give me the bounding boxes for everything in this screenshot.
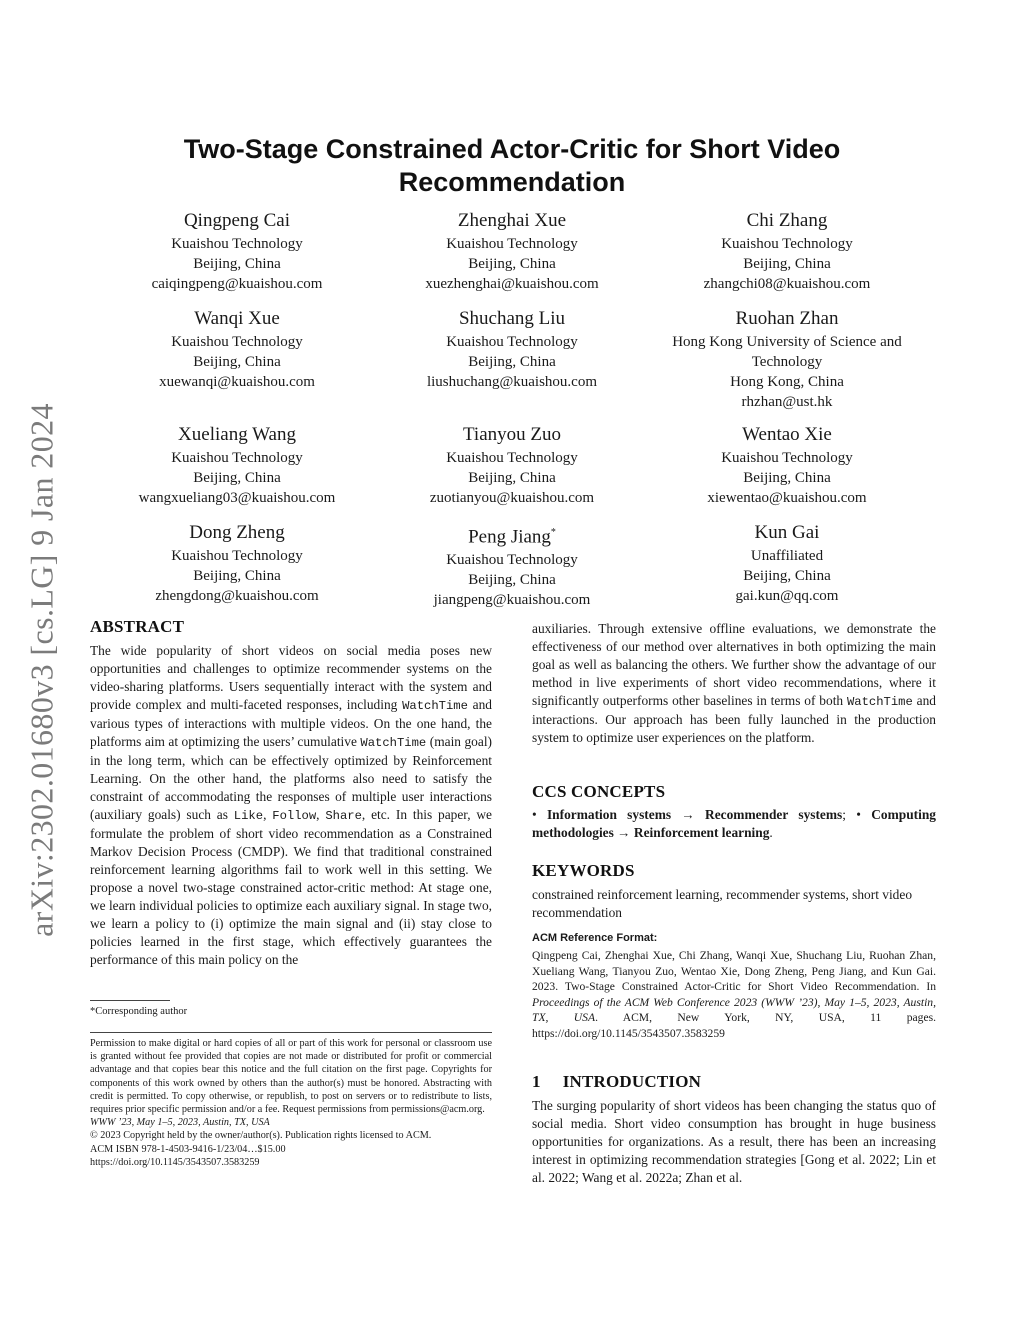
author-email: rhzhan@ust.hk xyxy=(741,394,833,410)
author-location: Beijing, China xyxy=(743,470,831,486)
ccs-term: Reinforcement learning xyxy=(633,825,770,840)
author-affiliation: Kuaishou Technology xyxy=(171,334,303,350)
abstract-text: auxiliaries. Through extensive offline evaluations, we demonstrate the effectiveness of our method over alternatives in both optimizing the main goal as well as balancing the others. We further show the advantage of our method in live experiments of short video recommendations, where it significantly outperforms other baselines in terms of both xyxy=(532,621,936,708)
author-name-row xyxy=(377,521,647,549)
author-location: Beijing, China xyxy=(743,256,831,272)
author-email: zuotianyou@kuaishou.com xyxy=(429,490,595,506)
corresponding-author-footnote: *Corresponding author xyxy=(90,1006,188,1017)
abstract-text: The wide popularity of short videos on social media poses new opportunities and challenges to optimize recommender systems on the video-sharing platforms. Users sequentially interact with the system and provide complex and multi-faceted responses, including xyxy=(90,643,492,712)
author-block xyxy=(377,423,647,508)
introduction-body: The surging popularity of short videos has been changing the status quo of social media. Short video consumption has brought in huge business opportunities for organizations. As a result, there has been an increasing interest in optimizing recommendation strategies [Gong et al. 2022; Lin et al. 2022; Wang et al. 2022a; Zhan et al. xyxy=(532,1098,936,1185)
doi-line: https://doi.org/10.1145/3543507.3583259 xyxy=(90,1156,260,1168)
abstract-heading: ABSTRACT xyxy=(90,617,185,636)
arxiv-stamp xyxy=(22,403,62,937)
author-block xyxy=(377,521,647,610)
author-name: Qingpeng Cai xyxy=(183,210,291,231)
author-affiliation: Kuaishou Technology xyxy=(171,548,303,564)
ccs-arrow: → xyxy=(613,825,634,840)
author-name: Xueliang Wang xyxy=(178,424,296,445)
author-affiliation: Unaffiliated xyxy=(750,548,824,564)
ccs-bullet: • xyxy=(856,807,872,822)
code-watchtime: WatchTime xyxy=(402,699,468,713)
author-name: Peng Jiang xyxy=(468,526,551,548)
ccs-term: Recommender systems xyxy=(705,807,843,822)
author-name: Wentao Xie xyxy=(742,424,832,445)
corresponding-mark: * xyxy=(550,527,556,538)
author-affiliation: Hong Kong University of Science and Technology xyxy=(672,334,902,370)
venue-line: WWW ’23, May 1–5, 2023, Austin, TX, USA xyxy=(90,1117,270,1129)
author-email: wangxueliang03@kuaishou.com xyxy=(138,490,336,506)
author-block xyxy=(652,307,922,412)
abstract-text: and interactions. Our approach has been fully launched in the production system to optimize user experiences on the platform. xyxy=(532,693,936,745)
author-location: Beijing, China xyxy=(193,256,281,272)
author-email: zhangchi08@kuaishou.com xyxy=(703,276,871,292)
author-affiliation: Kuaishou Technology xyxy=(446,334,578,350)
section-number: 1 xyxy=(532,1072,541,1091)
author-block xyxy=(377,307,647,392)
author-location: Beijing, China xyxy=(743,568,831,584)
author-affiliation: Kuaishou Technology xyxy=(446,236,578,252)
author-email: xuezhenghai@kuaishou.com xyxy=(425,276,599,292)
permission-text: Permission to make digital or hard copies of all or part of this work for personal or classroom use is granted without fee provided that copies are not made or distributed for profit or commercial advantage and that copies bear this notice and the full citation on the first page. Copyrights for components of this work owned by others than the author(s) must be honored. Abstracting with credit is permitted. To copy otherwise, or republish, to post on servers or to redistribute to lists, requires prior specific permission and/or a fee. Request permissions from permissions@acm.org. xyxy=(90,1038,492,1116)
author-block xyxy=(102,307,372,392)
arxiv-stamp-text: arXiv:2302.01680v3 [cs.LG] 9 Jan 2024 xyxy=(23,403,60,937)
ccs-term: Computing methodologies xyxy=(532,807,936,840)
ccs-separator: ; xyxy=(842,807,857,822)
isbn-line: ACM ISBN 978-1-4503-9416-1/23/04…$15.00 xyxy=(90,1143,286,1155)
ccs-arrow: → xyxy=(671,807,706,822)
permission-block xyxy=(90,1037,492,1169)
abstract-text: , etc. In this paper, we formulate the problem of short video recommendation as a Constrained Markov Decision Process (CMDP). We find that traditional constrained reinforcement learning algorithms fail to work well in this setting. We propose a novel two-stage constrained actor-critic method: At stage one, we learn individual policies to optimize each auxiliary signal. In stage two, we learn a policy to (i) optimize the main signal and (ii) stay close to policies learned in the first stage, which effectively guarantees the performance of this main policy on the xyxy=(90,807,493,967)
code-watchtime: WatchTime xyxy=(846,695,913,709)
acm-reference-venue: Proceedings of the ACM Web Conference 2023 (WWW ’23), May 1–5, 2023, Austin, TX, USA xyxy=(532,995,936,1024)
author-block xyxy=(102,209,372,294)
paper-title: Two-Stage Constrained Actor-Critic for Short Video Recommendation xyxy=(183,134,841,197)
abstract-body xyxy=(90,642,492,969)
author-name: Tianyou Zuo xyxy=(462,424,561,445)
author-block xyxy=(652,521,922,606)
author-affiliation: Kuaishou Technology xyxy=(721,236,853,252)
author-affiliation: Kuaishou Technology xyxy=(721,450,853,466)
abstract-continued xyxy=(532,620,936,747)
author-name: Chi Zhang xyxy=(746,210,828,231)
author-name: Dong Zheng xyxy=(189,522,285,543)
ccs-bullet: • xyxy=(532,807,547,822)
author-email: xuewanqi@kuaishou.com xyxy=(159,374,315,390)
author-name: Wanqi Xue xyxy=(194,308,280,329)
author-location: Beijing, China xyxy=(468,256,556,272)
acm-reference-text: . ACM, New York, NY, USA, 11 pages. https://doi.org/10.1145/3543507.3583259 xyxy=(532,1011,936,1040)
introduction-heading xyxy=(532,1072,701,1092)
ccs-body xyxy=(532,806,936,842)
author-location: Beijing, China xyxy=(468,470,556,486)
abstract-text: , xyxy=(316,807,326,822)
keywords-body: constrained reinforcement learning, recommender systems, short video recommendation xyxy=(532,887,913,920)
code-share: Share xyxy=(325,809,362,823)
author-email: caiqingpeng@kuaishou.com xyxy=(151,276,323,292)
acm-reference-heading: ACM Reference Format: xyxy=(532,932,658,944)
author-location: Beijing, China xyxy=(193,568,281,584)
keywords-heading: KEYWORDS xyxy=(532,861,635,880)
author-name: Zhenghai Xue xyxy=(457,210,567,231)
author-affiliation: Kuaishou Technology xyxy=(171,236,303,252)
author-affiliation: Kuaishou Technology xyxy=(171,450,303,466)
author-email: zhengdong@kuaishou.com xyxy=(155,588,319,604)
author-location: Hong Kong, China xyxy=(730,374,844,390)
author-block xyxy=(102,423,372,508)
abstract-text: (main goal) in the long term, which can be effectively optimized by Reinforcement Learning. On the other hand, the platforms also need to satisfy the constraint of accommodating the responses of multiple user interactions (auxiliary goals) such as xyxy=(90,734,492,822)
author-affiliation: Kuaishou Technology xyxy=(446,552,578,569)
code-watchtime: WatchTime xyxy=(360,736,427,750)
author-location: Beijing, China xyxy=(193,354,281,370)
author-location: Beijing, China xyxy=(468,572,556,589)
author-affiliation: Kuaishou Technology xyxy=(446,450,578,466)
author-email: liushuchang@kuaishou.com xyxy=(426,374,598,390)
author-location: Beijing, China xyxy=(193,470,281,486)
author-block xyxy=(102,521,372,606)
code-follow: Follow xyxy=(272,809,317,823)
section-title: INTRODUCTION xyxy=(562,1072,702,1091)
author-name: Shuchang Liu xyxy=(458,308,566,329)
author-email: gai.kun@qq.com xyxy=(735,588,839,604)
code-like: Like xyxy=(233,809,264,823)
author-email: jiangpeng@kuaishou.com xyxy=(433,592,591,609)
permission-rule xyxy=(90,1032,492,1033)
author-block xyxy=(652,209,922,294)
footnote-rule xyxy=(90,1000,170,1001)
ccs-term: Information systems xyxy=(546,807,672,822)
abstract-text: and various types of interactions with multiple videos. On the one hand, the platforms aim at optimizing the users’ cumulative xyxy=(90,697,493,749)
author-block xyxy=(377,209,647,294)
author-email: xiewentao@kuaishou.com xyxy=(707,490,867,506)
author-block xyxy=(652,423,922,508)
ccs-end: . xyxy=(769,825,773,840)
ccs-heading: CCS CONCEPTS xyxy=(532,782,666,801)
author-name: Kun Gai xyxy=(754,522,820,543)
acm-reference-text: Qingpeng Cai, Zhenghai Xue, Chi Zhang, Wanqi Xue, Shuchang Liu, Ruohan Zhan, Xueliang Wang, Tianyou Zuo, Wentao Xie, Dong Zheng, Peng Jiang, and Kun Gai. 2023. Two-Stage Constrained Actor-Critic for Short Video Recommendation. In xyxy=(532,949,936,993)
author-name: Ruohan Zhan xyxy=(735,308,839,329)
author-location: Beijing, China xyxy=(468,354,556,370)
abstract-text: , xyxy=(263,807,273,822)
acm-reference-body xyxy=(532,948,936,1041)
copyright-line: © 2023 Copyright held by the owner/author(s). Publication rights licensed to ACM. xyxy=(90,1130,432,1142)
